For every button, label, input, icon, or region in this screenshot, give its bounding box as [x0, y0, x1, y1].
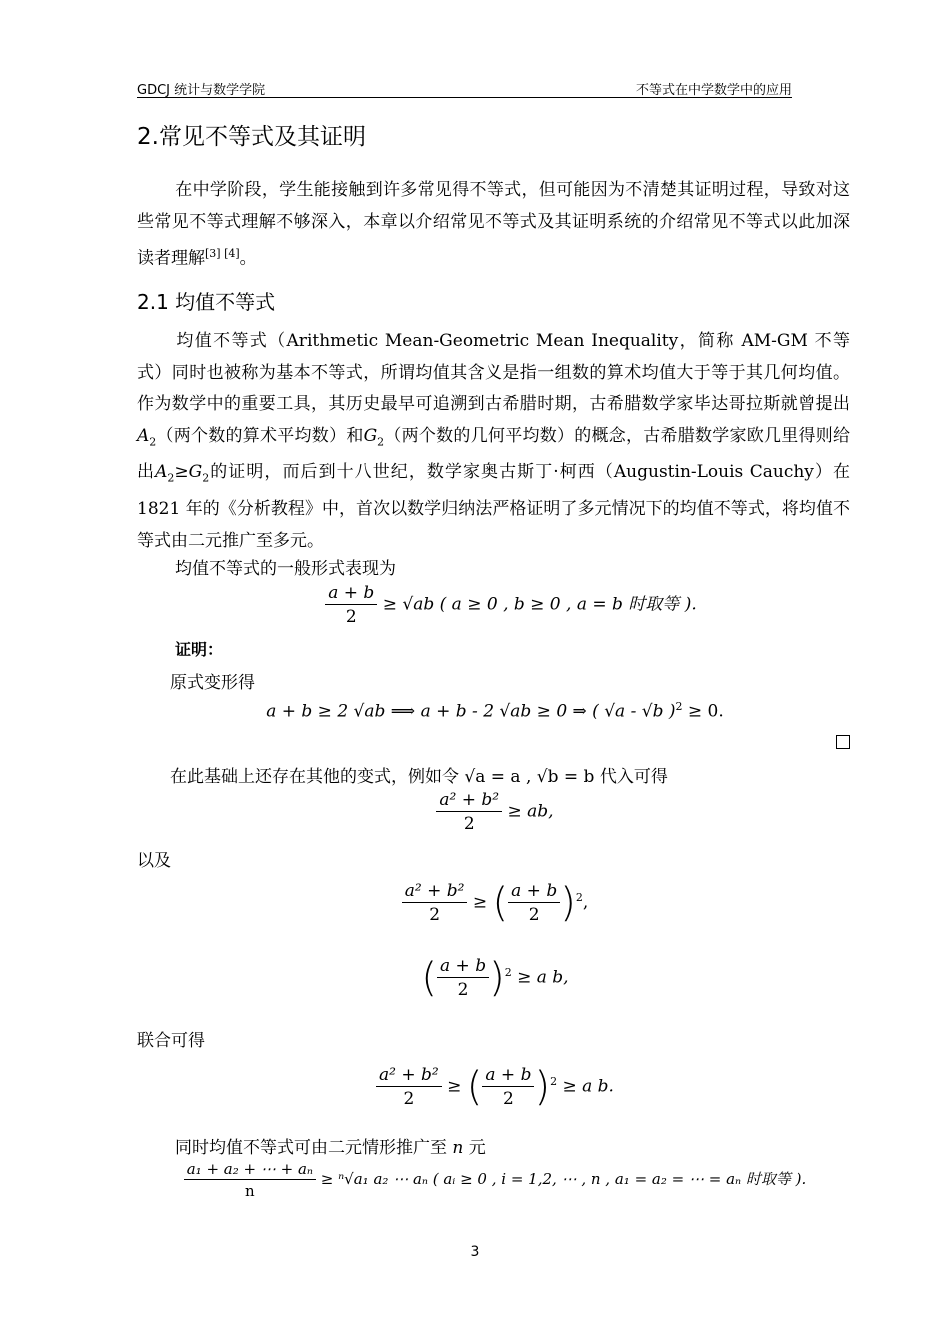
eq3-denominator: 2: [463, 814, 475, 834]
variant-line: 在此基础上还存在其他的变式，例如令 √a = a , √b = b 代入可得: [170, 767, 668, 787]
eq7-numerator: a₁ + a₂ + ⋯ + aₙ: [184, 1160, 316, 1180]
equation-2: [0, 700, 950, 722]
p1-a: 均值不等式（Arithmetic Mean-Geometric Mean Inequality，简称 AM-GM 不等式）同时也被称为基本不等式，所谓均值其含义是指一组数的算术均值大于等于其几何均值。作为数学中的重要工具，其历史最早可追溯到古希腊时期，古希腊数学家毕达哥拉斯就曾提出: [137, 331, 850, 414]
eq4-pnum: a + b: [508, 881, 560, 903]
header-right: 不等式在中学数学中的应用: [635, 83, 792, 98]
a2-symbol: A: [137, 425, 150, 446]
proof-label: 证明：: [175, 640, 224, 659]
eq7-denominator: n: [245, 1182, 255, 1200]
eq3-rest: ≥ ab,: [507, 801, 554, 822]
intro-paragraph: [137, 175, 850, 275]
eq4-denominator: 2: [429, 905, 441, 925]
equation-6: $\frac{\text{a² + b²}}{2}$ ≥ ( $\frac{a + b}{2}$ )$^2$ ≥ a b.: [0, 1064, 950, 1110]
proof-line: 原式变形得: [170, 673, 255, 693]
eq4-mid: ≥: [472, 892, 488, 913]
yiji-line: 以及: [137, 851, 171, 871]
p1-b: （两个数的算术平均数）和: [156, 425, 364, 446]
n-variable: n: [452, 1138, 464, 1158]
header-left: GDCJ 统计与数学学院: [137, 83, 266, 98]
eq7-rest: ≥ ⁿ√a₁ a₂ ⋯ aₙ ( aᵢ ≥ 0 , i = 1,2, ⋯ , n , a₁ = a₂ = ⋯ = aₙ 时取等 ).: [320, 1170, 807, 1188]
p1-c: （两个数的几何平均数）的概念，古希腊数学家欧几里得则给出: [137, 425, 851, 483]
intro-end: 。: [239, 248, 257, 269]
p1-d: 的证明，而后到十八世纪，数学家奥古斯丁·柯西（Augustin-Louis Cauchy）在 1821 年的《分析教程》中，首次以数学归纳法严格证明了多元情况下的均值不等式，将均值不等式由二元推广至多元。: [137, 462, 850, 551]
eq3-numerator: a² + b²: [436, 790, 502, 812]
yuan-text: 元: [468, 1138, 486, 1158]
eq1-numerator: a + b: [325, 583, 377, 605]
eq6-numerator: a² + b²: [376, 1065, 442, 1087]
section-title: 2.常见不等式及其证明: [137, 124, 366, 150]
equation-7: [0, 1160, 950, 1200]
page-header: [137, 79, 792, 98]
general-form-line: 均值不等式的一般形式表现为: [175, 559, 396, 579]
eq4-numerator: a² + b²: [402, 881, 468, 903]
eq2-body: a + b ≥ 2 √ab ⟹ a + b - 2 √ab ≥ 0 ⇒ ( √a - √b ): [266, 701, 676, 722]
eq2-end: ≥ 0.: [682, 701, 724, 722]
subsection-title: 2.1 均值不等式: [137, 290, 276, 314]
amgm-paragraph: 均值不等式（Arithmetic Mean-Geometric Mean Inequality，简称 AM-GM 不等式）同时也被称为基本不等式，所谓均值其含义是指一组数的算术均值大于等于其几何均值。作为数学中的重要工具，其历史最早可追溯到古希腊时期，古希腊数学家毕达哥拉斯就曾提出$A_2$（两个数的算术平均数）和$G_2$（两个数的几何平均数）的概念，古希腊数学家欧几里得则给出$A_2\ge G_2$的证明，而后到十八世纪，数学家奥古斯丁·柯西（Augustin-Louis Cauchy）在 1821 年的《分析教程》中，首次以数学归纳法严格证明了多元情况下的均值不等式，将均值不等式由二元推广至多元。: [137, 331, 851, 551]
eq2-exponent: 2: [675, 700, 683, 713]
eq4-pden: 2: [528, 905, 540, 925]
intro-citation: [3] [4]: [205, 247, 240, 260]
equation-5: ( $\frac{a + b}{2}$ )$^2$ ≥ a b,: [421, 955, 569, 1001]
eq5-rest: ≥ a b,: [517, 967, 569, 988]
eq5-pnum: a + b: [437, 956, 489, 978]
general-n-line: [175, 1133, 486, 1158]
g2-symbol: G: [363, 425, 378, 446]
general-n-text: 同时均值不等式可由二元情形推广至: [175, 1138, 447, 1158]
eq6-rest: ≥ a b.: [562, 1076, 614, 1097]
page-number: 3: [470, 1244, 480, 1260]
equation-4: $\frac{\text{a² + b²}}{2}$ ≥ ( $\frac{a + b}{2}$ )$^2$,: [0, 880, 950, 926]
eq6-pnum: a + b: [482, 1065, 534, 1087]
lianhe-line: 联合可得: [137, 1031, 205, 1051]
eq6-denominator: 2: [403, 1089, 415, 1109]
eq1-denominator: 2: [345, 607, 357, 627]
eq5-pden: 2: [457, 980, 469, 1000]
equation-1: [0, 583, 950, 627]
intro-text: 在中学阶段，学生能接触到许多常见得不等式，但可能因为不清楚其证明过程，导致对这些常见不等式理解不够深入，本章以介绍常见不等式及其证明系统的介绍常见不等式以此加深读者理解: [137, 180, 850, 269]
qed-box: [836, 735, 850, 749]
eq6-pden: 2: [503, 1089, 514, 1109]
eq1-rest: ≥ √ab ( a ≥ 0 , b ≥ 0 , a = b 时取等 ).: [382, 594, 697, 615]
equation-3: [0, 790, 950, 834]
eq4-rest: ,: [582, 892, 589, 913]
